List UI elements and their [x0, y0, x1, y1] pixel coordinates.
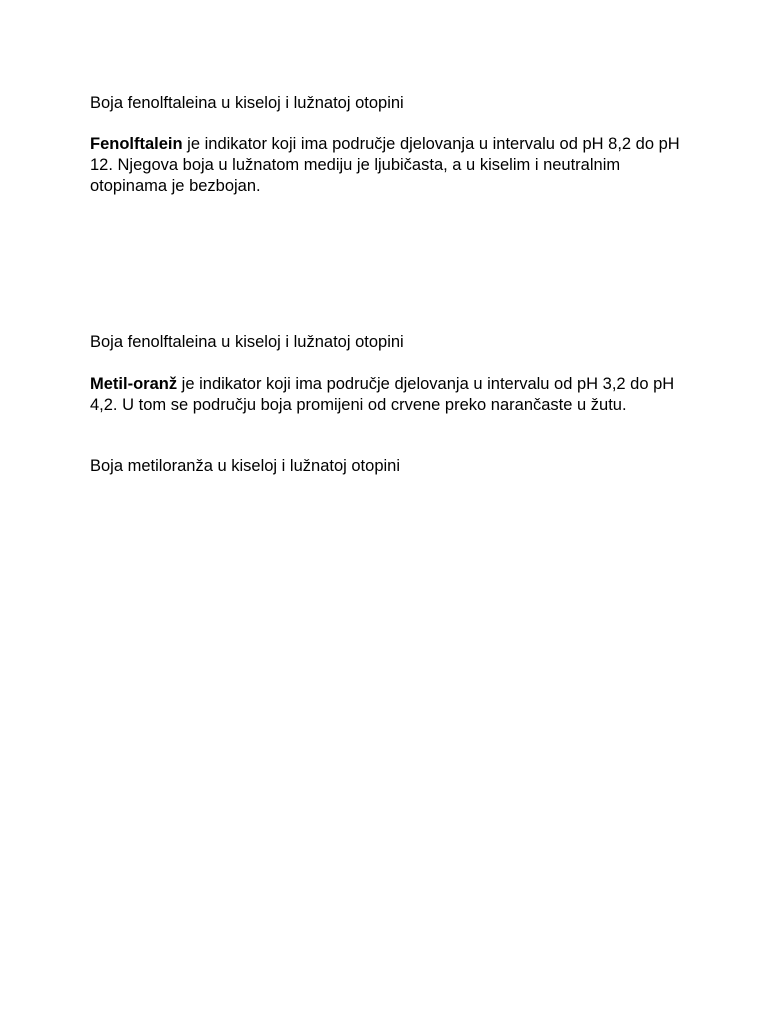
paragraph-methyl-orange-text: je indikator koji ima područje djelovanja u intervalu od pH 3,2 do pH 4,2. U tom se području boja promijeni od crvene preko narančaste u žutu.	[90, 375, 675, 414]
paragraph-methyl-orange	[90, 374, 690, 416]
image-caption-phenolphthalein-repeat: Boja fenolftaleina u kiseloj i lužnatoj otopini	[90, 333, 404, 351]
image-caption-methyl-orange: Boja metiloranža u kiseloj i lužnatoj otopini	[90, 457, 401, 475]
image-caption-phenolphthalein: Boja fenolftaleina u kiseloj i lužnatoj otopini	[90, 94, 404, 112]
paragraph-phenolphthalein-text: je indikator koji ima područje djelovanja u intervalu od pH 8,2 do pH 12. Njegova boja u lužnatom mediju je ljubičasta, a u kiselim i neutralnim otopinama je bezbojan.	[90, 135, 680, 195]
term-phenolphthalein: Fenolftalein	[90, 135, 183, 153]
term-methyl-orange: Metil-oranž	[90, 375, 178, 393]
paragraph-phenolphthalein	[90, 134, 690, 197]
